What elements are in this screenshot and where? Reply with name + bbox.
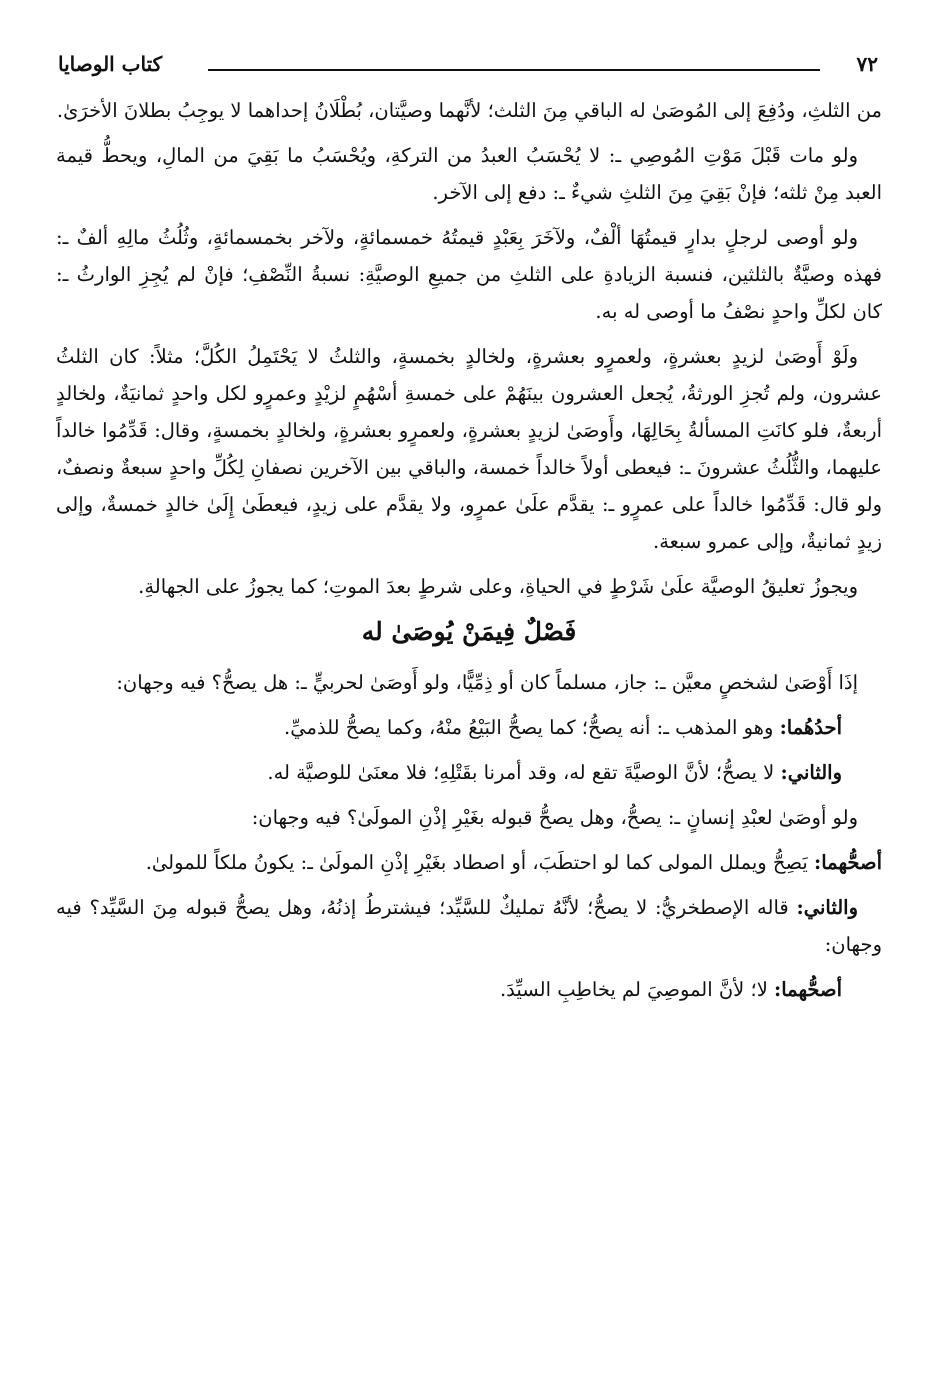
view-text: لا؛ لأنَّ الموصِيَ لم يخاطِبِ السيِّدَ. bbox=[499, 978, 768, 1001]
paragraph: ولو أوصى لرجلٍ بدارٍ قيمتُهَا ألْفٌ، ولآخَرَ بِعَبْدٍ قيمتُهُ خمسمائةٍ، ولآخر بخمسمائةٍ، وثُلُثُ مالِهِ ألفٌ ـ: فهذه وصيَّةٌ بالثلثين، فنسبة الزيادةِ على الثلثِ من جميعِ الوصيَّةِ: نسبةُ النِّصْفِ؛ فإنْ لم يُجِزِ الوارثُ ـ: كان لكلِّ واحدٍ نصْفُ ما أوصى له به. bbox=[56, 226, 882, 323]
view-text: لا يصحُّ؛ لأنَّ الوصيَّةَ تقع له، وقد أمرنا بقَتْلِهِ؛ فلا معنَىٰ للوصيَّة له. bbox=[267, 761, 775, 784]
page-header bbox=[58, 52, 878, 86]
header-rule bbox=[208, 69, 820, 71]
section-heading: فَصْلٌ فِيمَنْ يُوصَىٰ له bbox=[361, 617, 577, 646]
page-number: ٧٢ bbox=[856, 52, 878, 76]
paragraph-second-view bbox=[56, 754, 882, 791]
view-label: أصحُّهما: bbox=[814, 851, 882, 874]
view-text: قاله الإصطخريُّ: لا يصحُّ؛ لأنَّهُ تمليكٌ للسَّيِّد؛ فيشترطُ إذنُهُ، وهل يصحُّ قبوله مِنَ السَّيِّد؟ فيه وجهان: bbox=[56, 896, 882, 956]
paragraph-correct-view bbox=[56, 844, 882, 881]
page-body bbox=[56, 92, 882, 1016]
paragraph: ولو أوصَىٰ لعبْدِ إنسانٍ ـ: يصحُّ، وهل يصحُّ قبوله بغَيْرِ إذْنِ المولَىٰ؟ فيه وجهان: bbox=[251, 806, 858, 829]
paragraph: ولَوْ أَوصَىٰ لزيدٍ بعشرةٍ، ولعمرٍو بعشرةٍ، ولخالدٍ بخمسةٍ، والثلثُ لا يَحْتَمِلُ الكُلَّ؛ مثلاً: كان الثلثُ عشرون، ولم تُجزِ الورثةُ، يُجعل العشرون بينَهُمْ على خمسةِ أسْهُمٍ لزيْدٍ وعمرٍو لكل واحدٍ ثمانيَةٌ، ولخالدٍ أربعةٌ، فلو كانَتِ المسألةُ بِحَالِهَا، وأَوصَىٰ لزيدٍ بعشرةٍ، ولعمرٍو بعشرةٍ، ولخالدٍ بخمسةٍ، وقال: قَدِّمُوا خالداً عليهما، والثُّلُثُ عشرونَ ـ: فيعطى أولاً خالداً خمسة، والباقي بين الآخرين نصفانِ لِكُلِّ واحدٍ سبعةٌ ونصفٌ، ولو قال: قَدِّمُوا خالداً على عمرٍو ـ: يقدَّم علَىٰ عمرٍو، ولا يقدَّم على زيدٍ، فيعطَىٰ إِلَىٰ خالدٍ خمسةٌ، وإلى زيدٍ ثمانيةٌ، وإلى عمرو سبعة. bbox=[56, 345, 882, 553]
view-text: وهو المذهب ـ: أنه يصحُّ؛ كما يصحُّ البَيْعُ منْهُ، وكما يصحُّ للذميِّ. bbox=[284, 716, 774, 739]
view-label: والثاني: bbox=[780, 761, 842, 784]
view-label: أحدُهُما: bbox=[779, 716, 842, 739]
paragraph: ويجوزُ تعليقُ الوصيَّة علَىٰ شَرْطٍ في الحياةِ، وعلى شرطٍ بعدَ الموتِ؛ كما يجوزُ على الجهالةِ. bbox=[138, 575, 858, 598]
paragraph: إذَا أَوْصَىٰ لشخصٍ معيَّن ـ: جاز، مسلماً كان أو ذِمِّيًّا، ولو أَوصَىٰ لحربيٍّ ـ: هل يصحُّ؟ فيه وجهان: bbox=[116, 671, 858, 694]
running-title: كتاب الوصايا bbox=[58, 52, 163, 76]
view-label: أصحُّهما: bbox=[774, 978, 842, 1001]
paragraph: ولو مات قَبْلَ مَوْتِ المُوصِي ـ: لا يُحْسَبُ العبدُ من التركةِ، ويُحْسَبُ ما بَقِيَ من المالِ، ويحطُّ قيمة العبد مِنْ ثلثه؛ فإنْ بَقِيَ مِنَ الثلثِ شيءٌ ـ: دفع إلى الآخر. bbox=[56, 144, 882, 204]
paragraph: من الثلثِ، ودُفِعَ إلى المُوصَىٰ له الباقي مِنَ الثلث؛ لأنَّهما وصيَّتان، بُطْلَانُ إحداهما لا يوجِبُ بطلانَ الأخرَىٰ. bbox=[56, 99, 882, 122]
view-text: يَصِحُّ ويملل المولى كما لو احتطَبَ، أو اصطاد بغَيْرِ إذْنِ المولَىٰ ـ: يكونُ ملكاً للمولىٰ. bbox=[145, 851, 808, 874]
view-label: والثاني: bbox=[796, 896, 858, 919]
paragraph-first-view bbox=[56, 709, 882, 746]
paragraph-second-view bbox=[56, 889, 882, 963]
paragraph-correct-view bbox=[56, 971, 882, 1008]
